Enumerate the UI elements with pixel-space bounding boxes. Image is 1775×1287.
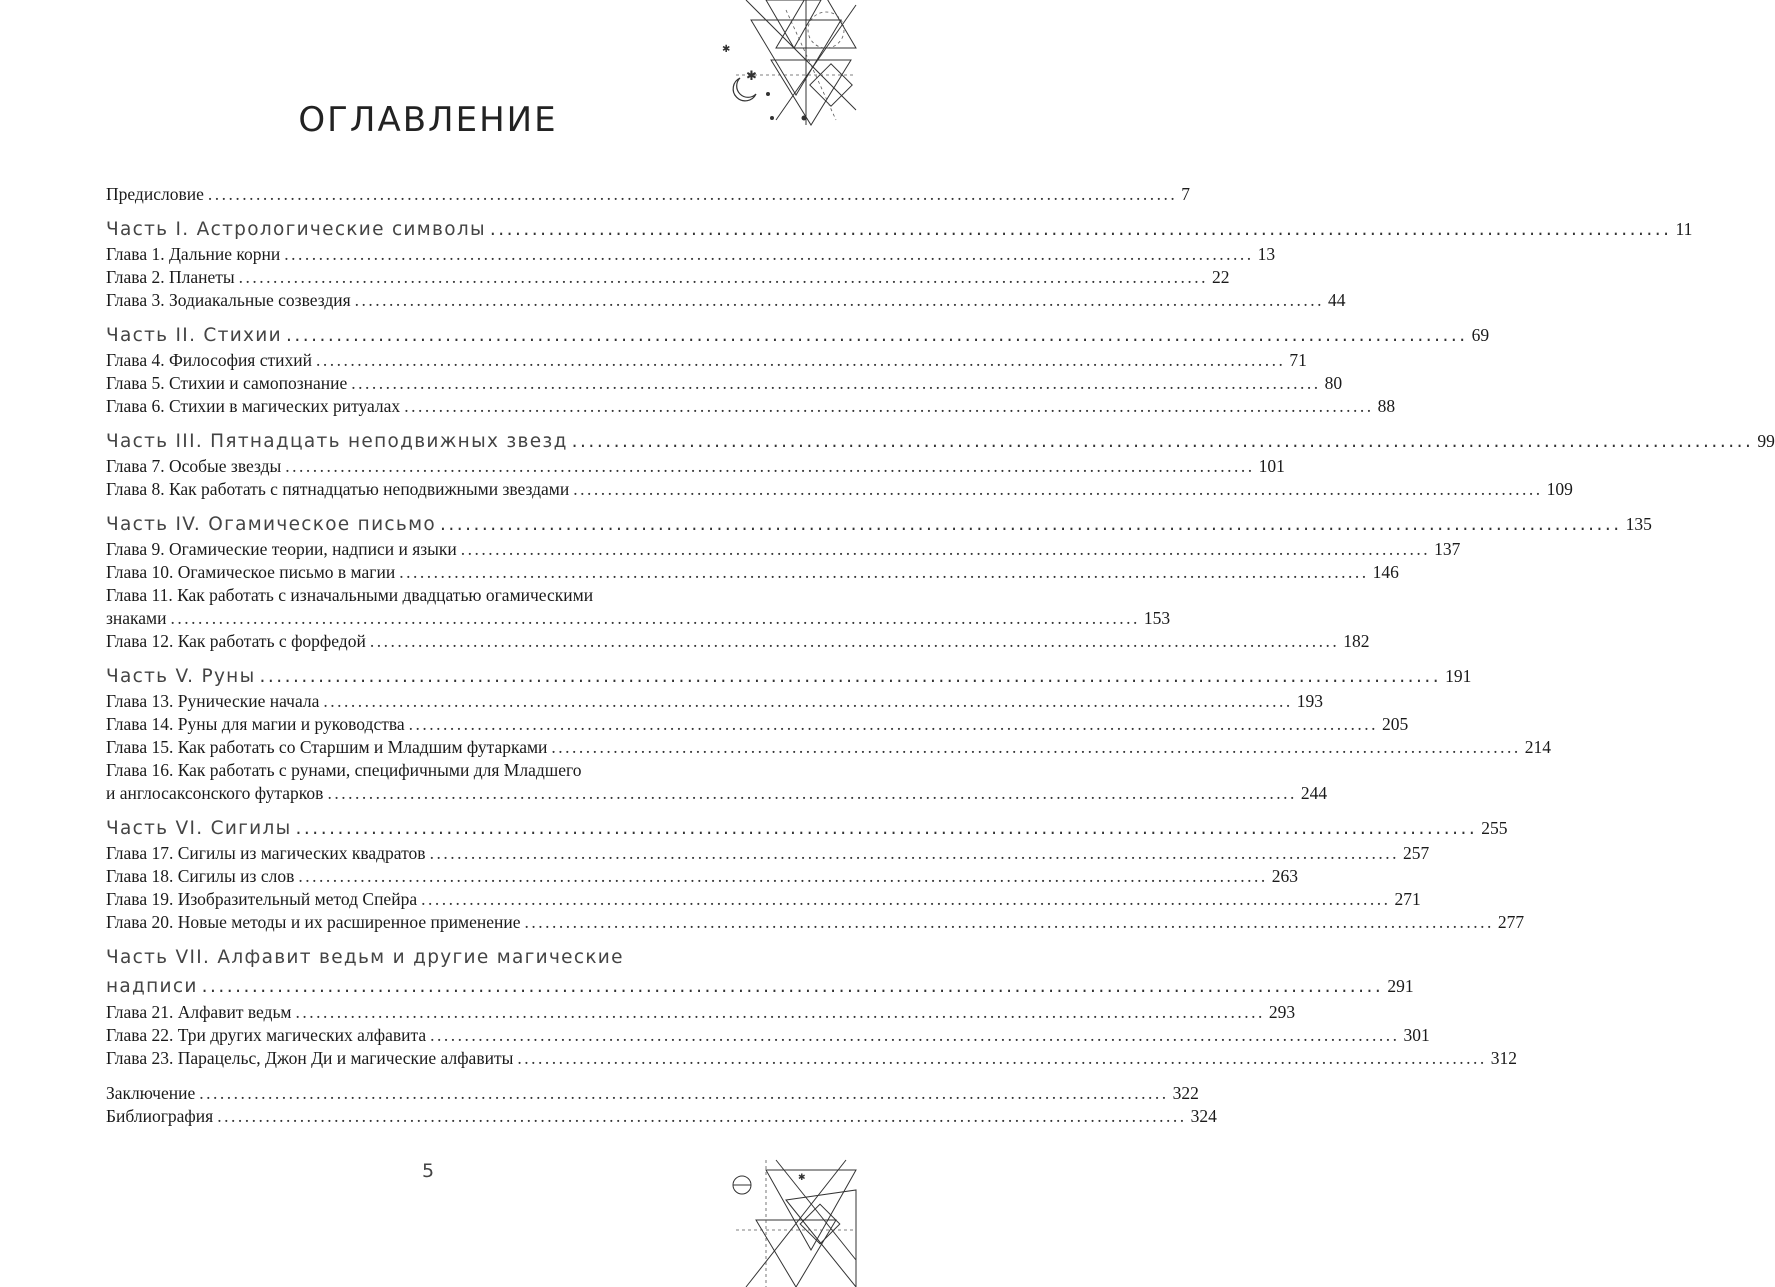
toc-leader-dots: .............................................................................................................................................	[573, 479, 1543, 499]
toc-group	[106, 1082, 1217, 1128]
toc-leader-dots: .............................................................................................................................................	[430, 1025, 1400, 1045]
toc-entry[interactable]	[106, 1082, 1199, 1105]
toc-part-entry[interactable]	[106, 428, 1775, 455]
toc-page-number: 301	[1403, 1025, 1430, 1045]
toc-part-entry[interactable]	[106, 322, 1490, 349]
toc-entry-title: Глава 20. Новые методы и их расширенное применение	[106, 912, 521, 932]
toc-leader-dots: .............................................................................................................................................	[323, 691, 1293, 711]
toc-part-entry[interactable]	[106, 663, 1472, 690]
toc-leader-dots: .............................................................................................................................................	[439, 514, 1622, 535]
toc-leader-dots: .............................................................................................................................................	[571, 431, 1754, 452]
toc-page-number: 255	[1481, 818, 1508, 838]
toc-entry-title: надписи	[106, 976, 198, 997]
toc-page-number: 109	[1546, 479, 1573, 499]
toc-page-number: 22	[1212, 267, 1230, 287]
toc-entry-title: Глава 6. Стихии в магических ритуалах	[106, 396, 401, 416]
toc-entry[interactable]	[106, 888, 1421, 911]
toc-leader-dots: .............................................................................................................................................	[298, 866, 1268, 886]
toc-group	[106, 428, 1775, 501]
toc-entry[interactable]	[106, 395, 1396, 418]
toc-page-number: 291	[1387, 976, 1414, 996]
toc-entry[interactable]	[106, 736, 1552, 759]
toc-page-number: 11	[1675, 219, 1693, 239]
toc-page-number: 71	[1289, 350, 1307, 370]
toc-entry[interactable]	[106, 1024, 1430, 1047]
toc-entry[interactable]	[106, 183, 1190, 206]
toc-group	[106, 815, 1525, 934]
toc-group	[106, 511, 1652, 653]
toc-leader-dots: .............................................................................................................................................	[295, 818, 1478, 839]
toc-entry-title: Глава 23. Парацельс, Джон Ди и магические алфавиты	[106, 1048, 514, 1068]
table-of-contents	[106, 183, 1775, 1128]
toc-entry-title: Глава 15. Как работать со Старшим и Младшим футарками	[106, 737, 548, 757]
page-number: 5	[421, 1160, 435, 1182]
toc-entry-title: Глава 18. Сигилы из слов	[106, 866, 295, 886]
toc-entry[interactable]	[106, 865, 1298, 888]
toc-entry-title: Часть II. Стихии	[106, 325, 282, 346]
toc-leader-dots: .............................................................................................................................................	[207, 184, 1178, 204]
toc-part-entry[interactable]	[106, 511, 1652, 538]
toc-page-number: 322	[1172, 1083, 1199, 1103]
toc-entry-title: Глава 1. Дальние корни	[106, 244, 281, 264]
toc-leader-dots: .............................................................................................................................................	[408, 714, 1379, 734]
toc-group	[106, 663, 1552, 805]
toc-page-number: 99	[1757, 431, 1775, 451]
toc-entry-title: Часть V. Руны	[106, 666, 256, 687]
toc-entry[interactable]	[106, 842, 1430, 865]
toc-page-number: 69	[1471, 325, 1490, 345]
toc-entry-first-line: Глава 16. Как работать с рунами, специфичными для Младшего	[106, 760, 582, 780]
toc-page-number: 271	[1394, 889, 1421, 909]
toc-leader-dots: .............................................................................................................................................	[354, 290, 1325, 310]
toc-leader-dots: .............................................................................................................................................	[524, 912, 1494, 932]
toc-page-number: 324	[1190, 1106, 1217, 1126]
toc-page-number: 244	[1300, 783, 1328, 803]
toc-entry-title: Часть IV. Огамическое письмо	[106, 514, 436, 535]
toc-entry[interactable]	[106, 1105, 1217, 1128]
toc-group	[106, 216, 1693, 312]
toc-leader-dots: .............................................................................................................................................	[285, 456, 1255, 476]
toc-page-number: 205	[1382, 714, 1409, 734]
toc-leader-dots: .............................................................................................................................................	[217, 1106, 1187, 1126]
toc-entry-title: Глава 10. Огамическое письмо в магии	[106, 562, 396, 582]
svg-text:✱: ✱	[746, 69, 757, 84]
toc-entry[interactable]	[106, 630, 1370, 653]
toc-entry[interactable]	[106, 782, 1328, 805]
toc-entry-title: Часть III. Пятнадцать неподвижных звезд	[106, 431, 568, 452]
toc-page-number: 312	[1490, 1048, 1517, 1068]
toc-entry-first-line: Часть VII. Алфавит ведьм и другие магические	[106, 947, 624, 968]
toc-leader-dots: .............................................................................................................................................	[369, 631, 1340, 651]
toc-entry[interactable]	[106, 713, 1409, 736]
toc-entry-title: Глава 9. Огамические теории, надписи и языки	[106, 539, 457, 559]
svg-text:✱: ✱	[798, 1173, 806, 1183]
toc-entry-title: Глава 22. Три других магических алфавита	[106, 1025, 427, 1045]
toc-page-number: 7	[1181, 184, 1190, 204]
toc-page-number: 88	[1377, 396, 1396, 416]
toc-group	[106, 322, 1490, 418]
toc-entry[interactable]	[106, 289, 1346, 312]
toc-entry[interactable]	[106, 1047, 1517, 1070]
toc-page-number: 182	[1343, 631, 1370, 651]
toc-entry-title: Глава 4. Философия стихий	[106, 350, 312, 370]
toc-entry[interactable]	[106, 607, 1171, 630]
toc-entry-title: Глава 2. Планеты	[106, 267, 235, 287]
toc-entry-title: Глава 12. Как работать с форфедой	[106, 631, 366, 651]
toc-leader-dots: .............................................................................................................................................	[316, 350, 1286, 370]
toc-entry-title: и англосаксонского футарков	[106, 783, 324, 803]
toc-group	[106, 944, 1517, 1070]
toc-entry-title: Глава 21. Алфавит ведьм	[106, 1002, 292, 1022]
toc-leader-dots: .............................................................................................................................................	[285, 325, 1468, 346]
toc-entry[interactable]	[106, 349, 1307, 372]
toc-entry-title: Часть VI. Сигилы	[106, 818, 292, 839]
toc-page-number: 214	[1524, 737, 1552, 757]
toc-entry-title: Глава 8. Как работать с пятнадцатью неподвижными звездами	[106, 479, 570, 499]
toc-leader-dots: .............................................................................................................................................	[295, 1002, 1265, 1022]
toc-entry-title: Глава 13. Рунические начала	[106, 691, 320, 711]
toc-part-entry[interactable]	[106, 216, 1693, 243]
toc-entry[interactable]	[106, 1001, 1296, 1024]
toc-entry-title: Глава 3. Зодиакальные созвездия	[106, 290, 351, 310]
toc-page-number: 13	[1257, 244, 1276, 264]
page-title: ОГЛАВЛЕНИЕ	[298, 100, 558, 140]
toc-entry-first-line: Глава 11. Как работать с изначальными двадцатью огамическими	[106, 585, 594, 605]
toc-entry-title: Заключение	[106, 1083, 196, 1103]
toc-leader-dots: .............................................................................................................................................	[238, 267, 1209, 287]
toc-page-number: 257	[1402, 843, 1430, 863]
toc-entry-title: знаками	[106, 608, 167, 628]
toc-entry-title: Часть I. Астрологические символы	[106, 219, 486, 240]
toc-leader-dots: .............................................................................................................................................	[327, 783, 1297, 803]
toc-entry-title: Глава 5. Стихии и самопознание	[106, 373, 348, 393]
toc-page-number: 277	[1497, 912, 1525, 932]
toc-page-number: 135	[1625, 514, 1652, 534]
toc-page-number: 146	[1372, 562, 1399, 582]
toc-page-number: 153	[1143, 608, 1171, 628]
toc-entry[interactable]	[106, 455, 1285, 478]
toc-part-entry[interactable]	[106, 972, 1414, 1001]
toc-leader-dots: .............................................................................................................................................	[351, 373, 1321, 393]
toc-leader-dots: .............................................................................................................................................	[170, 608, 1140, 628]
toc-entry[interactable]	[106, 538, 1461, 561]
toc-page-number: 137	[1434, 539, 1461, 559]
toc-page-number: 263	[1271, 866, 1298, 886]
toc-entry[interactable]	[106, 690, 1324, 713]
toc-page-number: 193	[1296, 691, 1324, 711]
toc-entry-title: Глава 14. Руны для магии и руководства	[106, 714, 405, 734]
toc-entry[interactable]	[106, 243, 1276, 266]
toc-entry-title: Библиография	[106, 1106, 214, 1126]
toc-page-number: 191	[1445, 666, 1472, 686]
toc-group	[106, 183, 1190, 206]
toc-page-number: 44	[1328, 290, 1346, 310]
toc-entry[interactable]	[106, 372, 1343, 395]
toc-entry[interactable]	[106, 911, 1525, 934]
toc-leader-dots: .............................................................................................................................................	[421, 889, 1391, 909]
toc-leader-dots: .............................................................................................................................................	[399, 562, 1369, 582]
toc-part-entry[interactable]	[106, 815, 1508, 842]
toc-entry-title: Глава 17. Сигилы из магических квадратов	[106, 843, 426, 863]
toc-leader-dots: .............................................................................................................................................	[404, 396, 1374, 416]
toc-page-number: 293	[1268, 1002, 1296, 1022]
toc-entry-title: Предисловие	[106, 184, 204, 204]
toc-page-number: 101	[1258, 456, 1285, 476]
toc-entry[interactable]	[106, 478, 1573, 501]
svg-text:✱: ✱	[722, 44, 731, 55]
toc-entry[interactable]	[106, 561, 1399, 584]
toc-leader-dots: .............................................................................................................................................	[517, 1048, 1487, 1068]
toc-leader-dots: .............................................................................................................................................	[429, 843, 1399, 863]
toc-leader-dots: .............................................................................................................................................	[199, 1083, 1169, 1103]
toc-leader-dots: .............................................................................................................................................	[489, 219, 1672, 240]
toc-leader-dots: .............................................................................................................................................	[460, 539, 1431, 559]
toc-leader-dots: .............................................................................................................................................	[259, 666, 1442, 687]
toc-entry[interactable]	[106, 266, 1230, 289]
toc-entry-title: Глава 7. Особые звезды	[106, 456, 282, 476]
toc-leader-dots: .............................................................................................................................................	[284, 244, 1254, 264]
toc-leader-dots: .............................................................................................................................................	[201, 976, 1384, 997]
toc-leader-dots: .............................................................................................................................................	[551, 737, 1521, 757]
toc-entry-title: Глава 19. Изобразительный метод Спейра	[106, 889, 418, 909]
toc-page-number: 80	[1324, 373, 1343, 393]
